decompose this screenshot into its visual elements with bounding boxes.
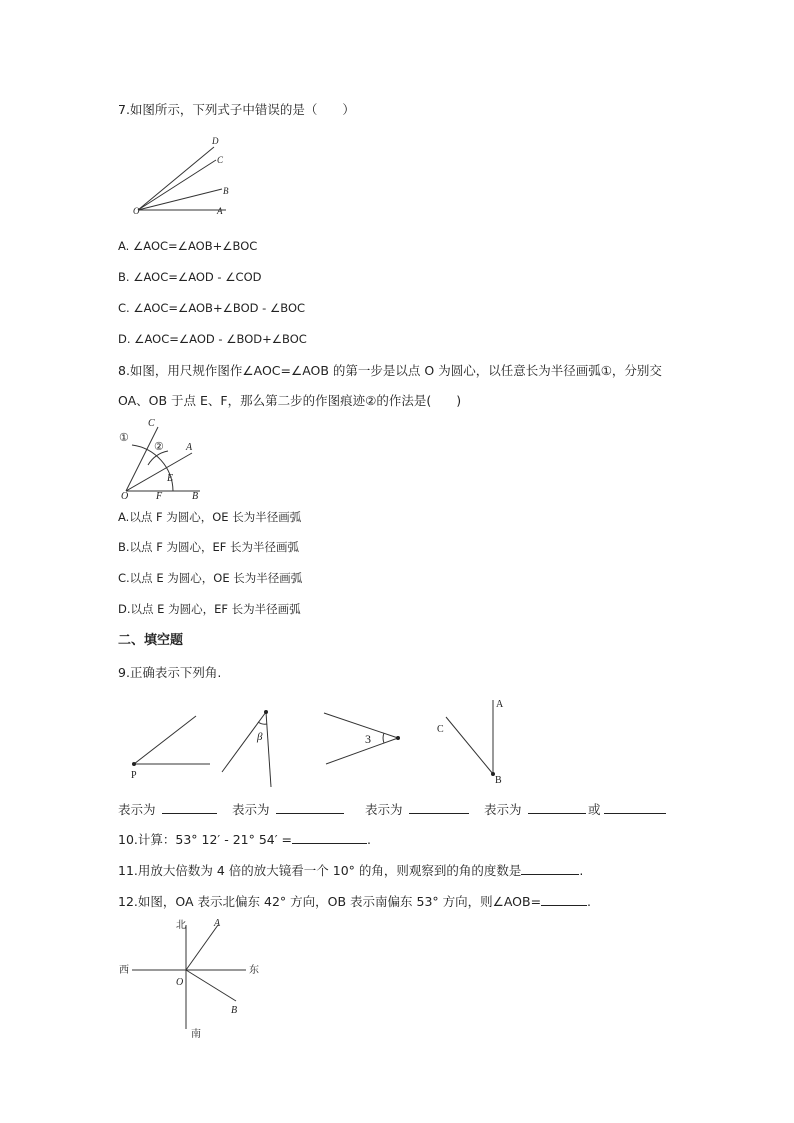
q8-stem-line2: OA、OB 于点 E、F，那么第二步的作图痕迹②的作法是( ) (118, 393, 462, 408)
label-c: C (437, 724, 444, 735)
q9-answer-5-blank[interactable] (604, 801, 666, 817)
label-d: D (212, 136, 219, 146)
q11-line (118, 862, 583, 879)
mark-arc-1: ① (119, 432, 129, 444)
label-a: A (214, 918, 221, 929)
angle-beta-ray2 (266, 712, 271, 787)
q7-stem: 7.如图所示，下列式子中错误的是（ ） (118, 102, 355, 117)
label-o: O (133, 206, 140, 216)
q9-answer-row (118, 800, 678, 818)
point-beta-vertex (264, 710, 268, 714)
point-3-vertex (396, 736, 400, 740)
label-east: 东 (249, 965, 259, 976)
arc-2 (148, 451, 168, 465)
q11-text: 11.用放大倍数为 4 倍的放大镜看一个 10° 的角，则观察到的角的度数是 (118, 863, 522, 878)
q11-tail: . (579, 863, 584, 878)
label-a: A (496, 699, 504, 710)
ray-ob (186, 970, 236, 1001)
q12-line (118, 893, 591, 910)
q12-tail: . (587, 894, 592, 909)
q12-figure (118, 915, 268, 1040)
q7-option-b: B. ∠AOC=∠AOD - ∠COD (118, 270, 262, 284)
q7-option-c: C. ∠AOC=∠AOB+∠BOD - ∠BOC (118, 301, 306, 315)
q8-stem-line1: 8.如图，用尺规作图作∠AOC=∠AOB 的第一步是以点 O 为圆心，以任意长为半径画弧①，分别交 (118, 363, 662, 378)
q9-answer-2-blank[interactable] (276, 801, 344, 817)
label-north: 北 (176, 920, 186, 931)
angle-3-ray1 (324, 713, 398, 738)
q8-option-b: B.以点 F 为圆心，EF 长为半径画弧 (118, 540, 300, 554)
q9-answer-4-blank[interactable] (528, 801, 586, 817)
label-south: 南 (191, 1029, 201, 1040)
label-b: B (495, 775, 502, 786)
label-c: C (217, 155, 224, 165)
q7-figure (130, 133, 240, 218)
q9-answer-4-label: 表示为 (484, 802, 522, 817)
q9-answer-1-label: 表示为 (118, 802, 156, 817)
angle-beta-arc (258, 722, 267, 724)
q8-option-a: A.以点 F 为圆心，OE 长为半径画弧 (118, 510, 302, 524)
q8-option-c: C.以点 E 为圆心，OE 长为半径画弧 (118, 571, 303, 585)
section-title: 二、填空题 (118, 633, 184, 648)
q10-text: 10.计算：53° 12′ - 21° 54′ = (118, 832, 293, 847)
label-f: F (156, 491, 163, 502)
q9-answer-3-blank[interactable] (409, 801, 469, 817)
q10-line (118, 831, 371, 848)
ray-oc (138, 160, 216, 210)
q9-answer-2-label: 表示为 (232, 802, 270, 817)
q9-stem: 9.正确表示下列角. (118, 665, 222, 680)
label-c: C (148, 418, 155, 429)
label-3: 3 (365, 732, 371, 746)
angle-b-ray2 (446, 717, 493, 774)
point-p (132, 762, 136, 766)
q10-tail: . (367, 832, 372, 847)
label-a: A (217, 206, 223, 216)
q10-blank[interactable] (292, 831, 367, 844)
label-b: B (231, 1005, 238, 1016)
label-o: O (121, 491, 129, 502)
label-west: 西 (119, 965, 129, 976)
q8-option-d: D.以点 E 为圆心，EF 长为半径画弧 (118, 602, 301, 616)
mark-arc-2: ② (154, 441, 164, 453)
q9-answer-or: 或 (588, 802, 601, 817)
q12-text: 12.如图，OA 表示北偏东 42° 方向，OB 表示南偏东 53° 方向，则∠AOB= (118, 894, 542, 909)
label-b: B (223, 186, 229, 196)
q9-answer-3-label: 表示为 (365, 802, 403, 817)
angle-p-ray2 (134, 716, 196, 764)
angle-3-ray2 (326, 738, 398, 764)
q7-option-a: A. ∠AOC=∠AOB+∠BOC (118, 239, 258, 253)
q9-figures (118, 694, 518, 789)
label-a: A (186, 442, 193, 453)
q7-option-d: D. ∠AOC=∠AOD - ∠BOD+∠BOC (118, 332, 307, 346)
q12-blank[interactable] (541, 893, 587, 906)
q11-blank[interactable] (521, 862, 579, 875)
label-e: E (167, 473, 174, 484)
angle-3-arc (383, 733, 384, 743)
label-o: O (176, 977, 184, 988)
label-p: P (131, 770, 137, 781)
ray-oa (186, 925, 218, 970)
label-beta: β (257, 731, 263, 743)
q9-answer-1-blank[interactable] (162, 801, 217, 817)
label-b: B (192, 491, 199, 502)
q8-figure (118, 413, 218, 501)
